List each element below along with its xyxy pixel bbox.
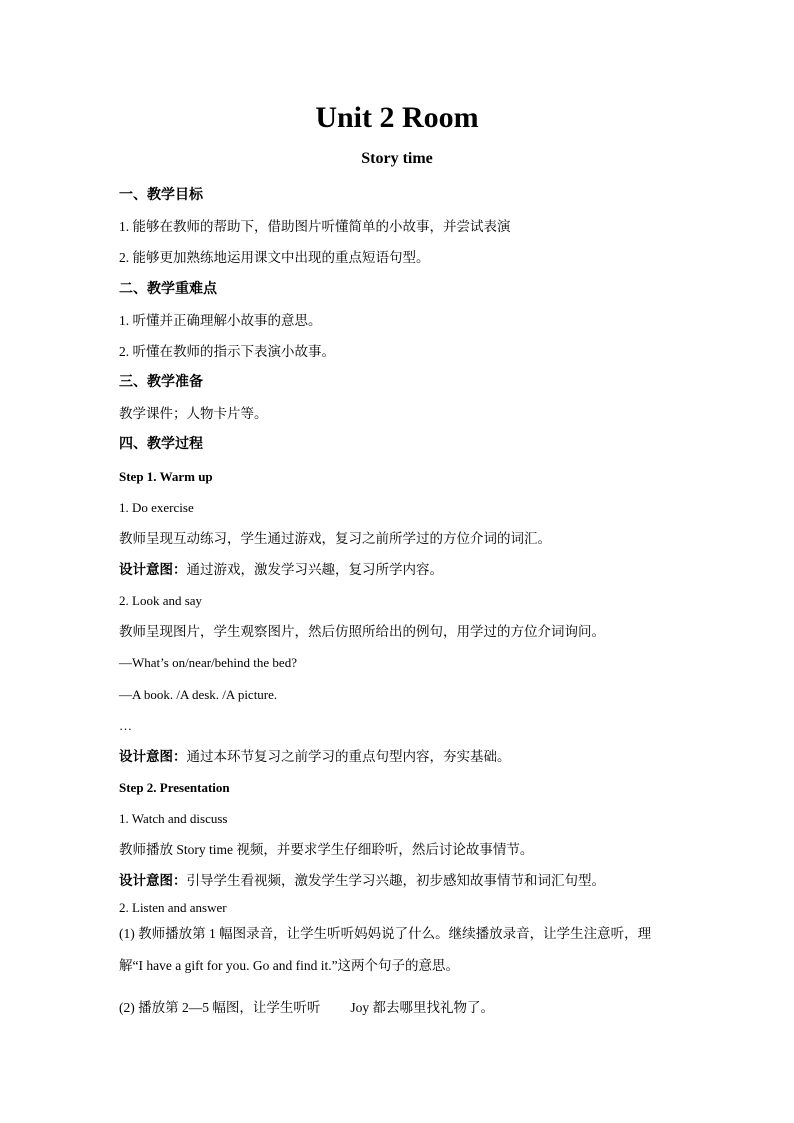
design-text: 引导学生看视频，激发学生学习兴趣，初步感知故事情节和词汇句型。	[186, 873, 605, 888]
design-text: 通过游戏，激发学习兴趣，复习所学内容。	[186, 562, 443, 577]
preparation-text: 教学课件；人物卡片等。	[119, 406, 268, 421]
step2-design-1	[119, 872, 605, 890]
page-title: Unit 2 Room	[315, 101, 479, 134]
step1-paragraph-1: 教师呈现互动练习，学生通过游戏，复习之前所学过的方位介词的词汇。	[119, 531, 551, 546]
objective-item-1: 1. 能够在教师的帮助下，借助图片听懂简单的小故事，并尝试表演	[119, 219, 511, 234]
step2-paragraph-2b: 解“I have a gift for you. Go and find it.”这两个句子的意思。	[119, 958, 460, 973]
dialogue-question: —What’s on/near/behind the bed?	[119, 655, 297, 670]
section-heading-key-points: 二、教学重难点	[119, 282, 217, 297]
step2-sub-1: 1. Watch and discuss	[119, 811, 228, 826]
design-label: 设计意图：	[119, 873, 187, 888]
key-point-item-1: 1. 听懂并正确理解小故事的意思。	[119, 313, 322, 328]
paragraph-3-part-1: (2) 播放第 2—5 幅图，让学生听听	[119, 1000, 321, 1015]
design-label: 设计意图：	[119, 749, 187, 764]
step1-sub-1: 1. Do exercise	[119, 500, 194, 515]
step1-paragraph-2: 教师呈现图片，学生观察图片，然后仿照所给出的例句，用学过的方位介词询问。	[119, 624, 605, 639]
paragraph-3-part-2: Joy 都去哪里找礼物了。	[350, 1000, 495, 1015]
ellipsis: …	[119, 718, 132, 733]
section-heading-preparation: 三、教学准备	[119, 375, 203, 390]
step1-sub-2: 2. Look and say	[119, 593, 203, 608]
step2-title: Step 2. Presentation	[119, 780, 230, 795]
objective-item-2: 2. 能够更加熟练地运用课文中出现的重点短语句型。	[119, 250, 430, 265]
step1-design-1	[119, 561, 443, 579]
step1-title: Step 1. Warm up	[119, 469, 213, 484]
page-subtitle: Story time	[361, 150, 433, 167]
step2-paragraph-2a: (1) 教师播放第 1 幅图录音，让学生听听妈妈说了什么。继续播放录音，让学生注意听，理	[119, 926, 652, 941]
step2-paragraph-1: 教师播放 Story time 视频，并要求学生仔细聆听，然后讨论故事情节。	[119, 842, 534, 857]
dialogue-answer: —A book. /A desk. /A picture.	[119, 687, 278, 702]
design-label: 设计意图：	[119, 562, 187, 577]
step2-paragraph-3	[119, 999, 494, 1017]
step2-sub-2: 2. Listen and answer	[119, 900, 227, 915]
section-heading-objectives: 一、教学目标	[119, 188, 203, 203]
section-heading-process: 四、教学过程	[119, 437, 203, 452]
key-point-item-2: 2. 听懂在教师的指示下表演小故事。	[119, 344, 335, 359]
design-text: 通过本环节复习之前学习的重点句型内容，夯实基础。	[186, 749, 511, 764]
step1-design-2	[119, 748, 511, 766]
